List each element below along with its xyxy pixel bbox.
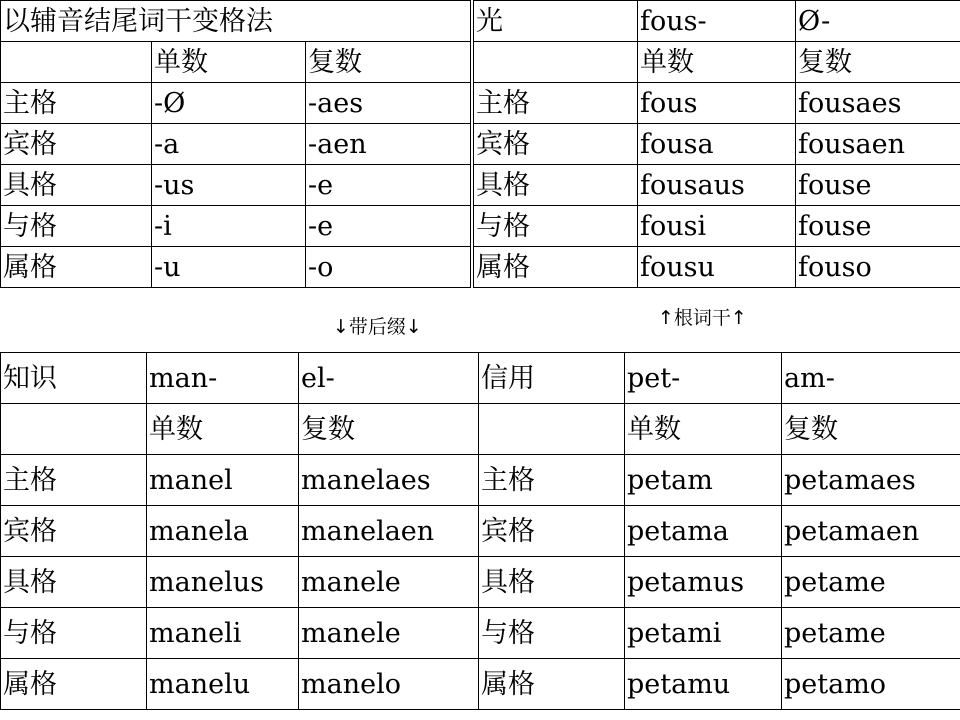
case-label: 主格 bbox=[479, 455, 625, 506]
table-row bbox=[474, 206, 960, 247]
plural-ending: -o bbox=[306, 247, 471, 288]
table-row bbox=[1, 165, 471, 206]
singular-form: petamus bbox=[625, 557, 782, 608]
table-row bbox=[474, 83, 960, 124]
singular-ending: -us bbox=[152, 165, 306, 206]
word-stem: fous- bbox=[638, 1, 796, 42]
table-row bbox=[474, 124, 960, 165]
header-plural: 复数 bbox=[796, 42, 960, 83]
with-suffix-note: ↓带后缀↓ bbox=[333, 316, 422, 338]
plural-form: petamaen bbox=[782, 506, 960, 557]
case-label: 与格 bbox=[479, 608, 625, 659]
root-stem-note: ↑根词干↑ bbox=[658, 307, 747, 329]
plural-ending: -e bbox=[306, 206, 471, 247]
header-singular: 单数 bbox=[625, 404, 782, 455]
plural-form: fouse bbox=[796, 165, 960, 206]
case-label: 属格 bbox=[479, 659, 625, 710]
case-label: 属格 bbox=[1, 659, 147, 710]
singular-form: fousaus bbox=[638, 165, 796, 206]
case-label: 具格 bbox=[479, 557, 625, 608]
table-row bbox=[1, 557, 960, 608]
header-singular: 单数 bbox=[147, 404, 299, 455]
singular-form: fousu bbox=[638, 247, 796, 288]
header-cell-empty bbox=[474, 42, 638, 83]
left-word-meaning: 知识 bbox=[1, 353, 147, 404]
case-label: 宾格 bbox=[474, 124, 638, 165]
word-suffix: Ø- bbox=[796, 1, 960, 42]
header-cell-empty bbox=[1, 42, 152, 83]
singular-form: manelu bbox=[147, 659, 299, 710]
plural-ending: -e bbox=[306, 165, 471, 206]
header-plural: 复数 bbox=[782, 404, 960, 455]
word-row bbox=[474, 1, 960, 42]
right-word-stem: pet- bbox=[625, 353, 782, 404]
singular-form: fousi bbox=[638, 206, 796, 247]
header-cell-empty bbox=[1, 404, 147, 455]
header-singular: 单数 bbox=[638, 42, 796, 83]
plural-form: manelaen bbox=[299, 506, 479, 557]
plural-form: petamaes bbox=[782, 455, 960, 506]
case-label: 宾格 bbox=[1, 124, 152, 165]
suffixed-declension-table bbox=[0, 352, 960, 710]
singular-ending: -i bbox=[152, 206, 306, 247]
header-singular: 单数 bbox=[152, 42, 306, 83]
singular-form: petama bbox=[625, 506, 782, 557]
table-row bbox=[1, 83, 471, 124]
left-word-stem: man- bbox=[147, 353, 299, 404]
singular-ending: -u bbox=[152, 247, 306, 288]
case-label: 宾格 bbox=[479, 506, 625, 557]
plural-form: petame bbox=[782, 557, 960, 608]
singular-form: fous bbox=[638, 83, 796, 124]
case-label: 属格 bbox=[474, 247, 638, 288]
plural-form: manele bbox=[299, 557, 479, 608]
case-label: 主格 bbox=[1, 455, 147, 506]
case-label: 与格 bbox=[1, 608, 147, 659]
table-title-row bbox=[1, 1, 471, 42]
table-row bbox=[474, 247, 960, 288]
plural-form: fousaes bbox=[796, 83, 960, 124]
table-row bbox=[1, 247, 471, 288]
fous-declension-table bbox=[473, 0, 960, 288]
left-word-suffix: el- bbox=[299, 353, 479, 404]
case-label: 具格 bbox=[1, 165, 152, 206]
singular-form: fousa bbox=[638, 124, 796, 165]
table-row bbox=[1, 659, 960, 710]
case-label: 与格 bbox=[1, 206, 152, 247]
case-label: 属格 bbox=[1, 247, 152, 288]
case-label: 具格 bbox=[1, 557, 147, 608]
table-header-row bbox=[1, 42, 471, 83]
plural-ending: -aen bbox=[306, 124, 471, 165]
header-cell-empty bbox=[479, 404, 625, 455]
plural-form: fouso bbox=[796, 247, 960, 288]
singular-form: petami bbox=[625, 608, 782, 659]
plural-form: fousaen bbox=[796, 124, 960, 165]
header-plural: 复数 bbox=[299, 404, 479, 455]
plural-form: petamo bbox=[782, 659, 960, 710]
plural-form: petame bbox=[782, 608, 960, 659]
table-row bbox=[1, 608, 960, 659]
case-label: 具格 bbox=[474, 165, 638, 206]
table-row bbox=[474, 165, 960, 206]
singular-form: petamu bbox=[625, 659, 782, 710]
plural-form: manelo bbox=[299, 659, 479, 710]
singular-ending: -a bbox=[152, 124, 306, 165]
consonant-stem-declension-table bbox=[0, 0, 471, 288]
plural-form: fouse bbox=[796, 206, 960, 247]
case-label: 主格 bbox=[474, 83, 638, 124]
singular-form: manel bbox=[147, 455, 299, 506]
word-row bbox=[1, 353, 960, 404]
table-row bbox=[1, 206, 471, 247]
table-row bbox=[1, 506, 960, 557]
table-header-row bbox=[474, 42, 960, 83]
plural-ending: -aes bbox=[306, 83, 471, 124]
singular-form: maneli bbox=[147, 608, 299, 659]
table-title: 以辅音结尾词干变格法 bbox=[1, 1, 471, 42]
case-label: 与格 bbox=[474, 206, 638, 247]
right-word-suffix: am- bbox=[782, 353, 960, 404]
singular-form: petam bbox=[625, 455, 782, 506]
singular-ending: -Ø bbox=[152, 83, 306, 124]
plural-form: manele bbox=[299, 608, 479, 659]
table-row bbox=[1, 124, 471, 165]
singular-form: manelus bbox=[147, 557, 299, 608]
header-plural: 复数 bbox=[306, 42, 471, 83]
case-label: 主格 bbox=[1, 83, 152, 124]
table-row bbox=[1, 455, 960, 506]
table-header-row bbox=[1, 404, 960, 455]
right-word-meaning: 信用 bbox=[479, 353, 625, 404]
case-label: 宾格 bbox=[1, 506, 147, 557]
singular-form: manela bbox=[147, 506, 299, 557]
plural-form: manelaes bbox=[299, 455, 479, 506]
word-meaning: 光 bbox=[474, 1, 638, 42]
